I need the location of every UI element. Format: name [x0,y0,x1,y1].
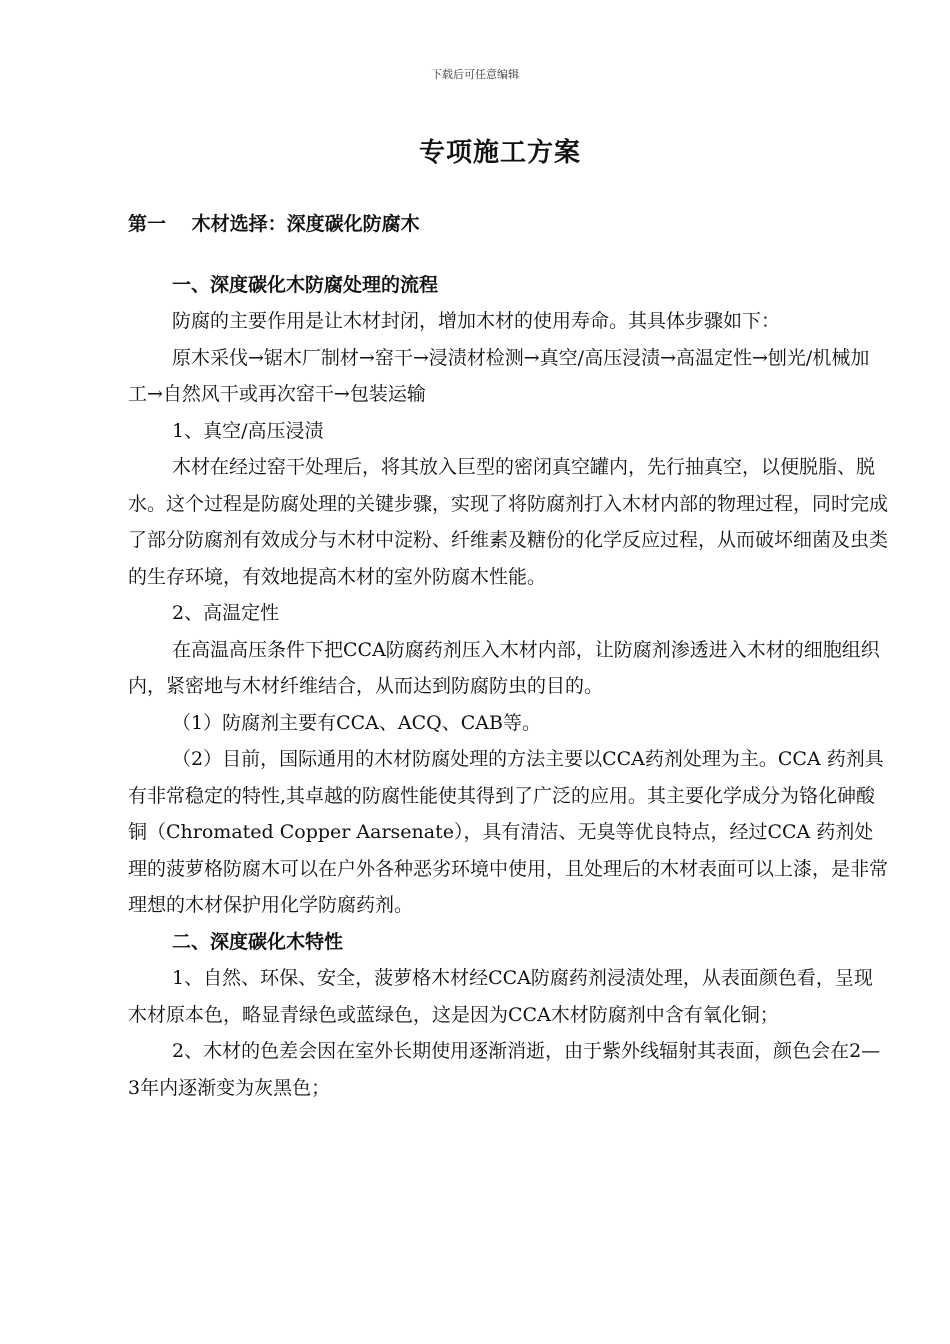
chapter-heading: 第一 木材选择：深度碳化防腐木 [128,213,420,235]
paragraph-curing: 在高温高压条件下把CCA防腐药剂压入木材内部，让防腐剂渗透进入木材的细胞组织内，紧密地与木材纤维结合，从而达到防腐防虫的目的。 [128,638,880,697]
note-cca: （2）目前，国际通用的木材防腐处理的方法主要以CCA药剂处理为主。CCA 药剂具有非常稳定的特性,其卓越的防腐性能使其得到了广泛的应用。其主要化学成分为铬化砷酸铜（Chromated Copper Aarsenate），具有清洁、无臭等优良特点，经过CCA 药剂处理的菠萝格防腐木可以在户外各种恶劣环境中使用，且处理后的木材表面可以上漆，是非常理想的木材保护用化学防腐药剂。 [128,748,889,916]
paragraph-vacuum: 木材在经过窑干处理后，将其放入巨型的密闭真空罐内，先行抽真空，以便脱脂、脱水。这个过程是防腐处理的关键步骤，实现了将防腐剂打入木材内部的物理过程，同时完成了部分防腐剂有效成分与木材中淀粉、纤维素及糖份的化学反应过程，从而破坏细菌及虫类的生存环境，有效地提高木材的室外防腐木性能。 [128,456,889,588]
page-title: 专项施工方案 [418,138,581,168]
step-heading-curing: 2、高温定性 [172,602,280,624]
header-note: 下载后可任意编辑 [431,68,519,81]
note-preservatives: （1）防腐剂主要有CCA、ACQ、CAB等。 [172,711,541,734]
paragraph-process-flow: 原木采伐→锯木厂制材→窑干→浸渍材检测→真空/高压浸渍→高温定性→刨光/机械加工→自然风干或再次窑干→包装运输 [128,346,870,405]
section-heading-process: 一、深度碳化木防腐处理的流程 [172,273,439,296]
paragraph-intro: 防腐的主要作用是让木材封闭，增加木材的使用寿命。其具体步骤如下： [172,310,781,332]
property-item-2: 2、木材的色差会因在室外长期使用逐渐消逝，由于紫外线辐射其表面，颜色会在2—3年内逐渐变为灰黑色； [128,1040,881,1099]
step-heading-vacuum: 1、真空/高压浸渍 [172,419,324,442]
document-body [128,206,888,1106]
section-heading-properties: 二、深度碳化木特性 [172,930,344,953]
property-item-1: 1、自然、环保、安全，菠萝格木材经CCA防腐药剂浸渍处理，从表面颜色看，呈现木材原本色，略显青绿色或蓝绿色，这是因为CCA木材防腐剂中含有氧化铜； [128,967,873,1026]
